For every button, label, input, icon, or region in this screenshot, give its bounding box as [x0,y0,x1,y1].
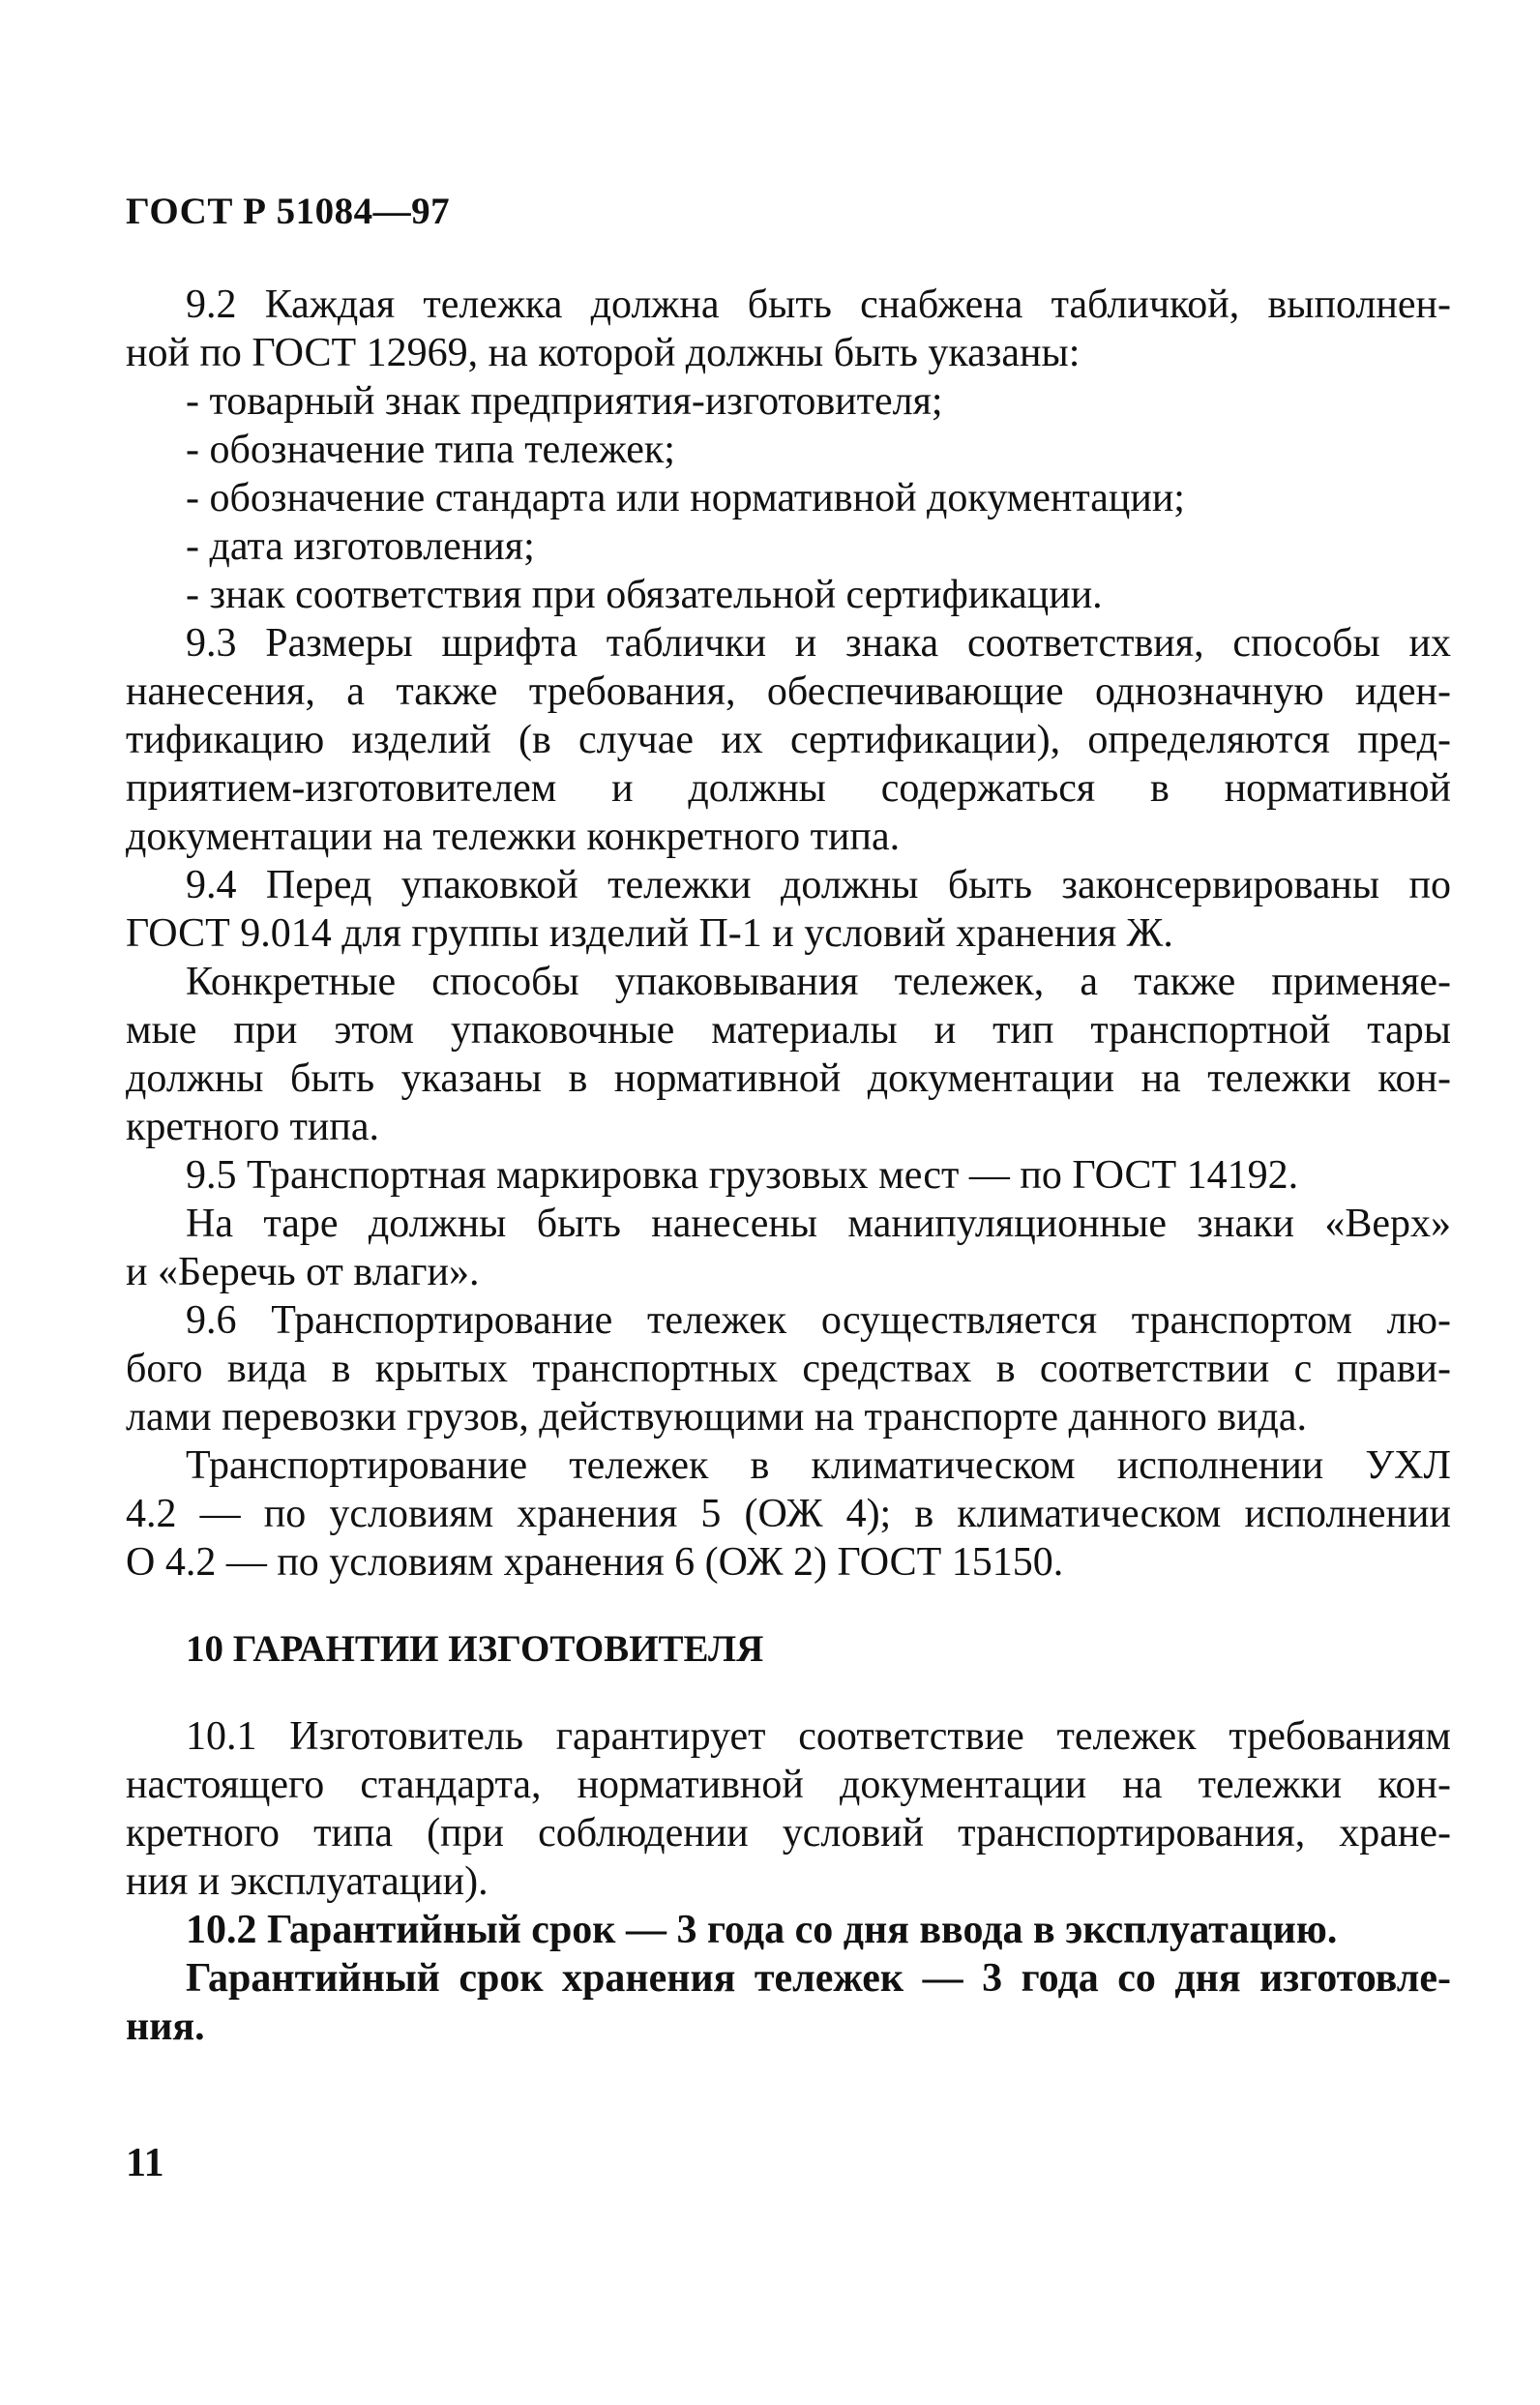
paragraph-9-6-continued-line: 4.2 — по условиям хранения 5 (ОЖ 4); в климатическом исполнении [126,1492,1451,1536]
paragraph-9-6-line: бого вида в крытых транспортных средствах в соответствии с прави- [126,1347,1451,1391]
list-item: - знак соответствия при обязательной сертификации. [186,573,1103,617]
paragraph-9-2-line: 9.2 Каждая тележка должна быть снабжена табличкой, выполнен- [186,282,1451,327]
document-header: ГОСТ Р 51084—97 [126,191,451,232]
document-body [126,281,1451,2051]
list-item: - обозначение типа тележек; [186,428,675,472]
paragraph-10-2-continued-line: ния. [126,2004,205,2049]
section-spacer [126,1674,1451,1712]
section-title: 10 ГАРАНТИИ ИЗГОТОВИТЕЛЯ [186,1628,764,1670]
paragraph-10-2-line: 10.2 Гарантийный срок — 3 года со дня ввода в эксплуатацию. [186,1908,1338,1952]
paragraph-10-1-line: 10.1 Изготовитель гарантирует соответствие тележек требованиям [186,1714,1451,1759]
paragraph-9-5-continued-line: и «Беречь от влаги». [126,1250,480,1294]
paragraph-10-1-line: настоящего стандарта, нормативной документации на тележки кон- [126,1763,1451,1807]
paragraph-9-2-line: ной по ГОСТ 12969, на которой должны быть указаны: [126,331,1081,375]
paragraph-10-1-line: кретного типа (при соблюдении условий транспортирования, хране- [126,1811,1451,1856]
paragraph-9-5-line: 9.5 Транспортная маркировка грузовых мест — по ГОСТ 14192. [186,1153,1299,1198]
page-number: 11 [126,2141,164,2185]
paragraph-9-4-line: ГОСТ 9.014 для группы изделий П-1 и условий хранения Ж. [126,911,1173,956]
list-item: - обозначение стандарта или нормативной документации; [186,476,1185,520]
paragraph-10-1-line: ния и эксплуатации). [126,1859,489,1904]
paragraph-9-3-line: приятием-изготовителем и должны содержаться в нормативной [126,766,1451,811]
list-item: - дата изготовления; [186,524,535,569]
paragraph-9-6-continued-line: О 4.2 — по условиям хранения 6 (ОЖ 2) ГОСТ 15150. [126,1540,1064,1585]
paragraph-9-4-continued-line: Конкретные способы упаковывания тележек, а также применяе- [186,960,1451,1004]
paragraph-9-5-continued-line: На таре должны быть нанесены манипуляционные знаки «Верх» [186,1202,1451,1246]
paragraph-9-4-continued-line: должны быть указаны в нормативной документации на тележки кон- [126,1056,1451,1101]
paragraph-9-3-line: документации на тележки конкретного типа. [126,815,901,859]
paragraph-9-3-line: 9.3 Размеры шрифта таблички и знака соответствия, способы их [186,621,1451,666]
paragraph-9-6-line: 9.6 Транспортирование тележек осуществляется транспортом лю- [186,1298,1451,1343]
paragraph-9-6-line: лами перевозки грузов, действующими на транспорте данного вида. [126,1395,1308,1440]
paragraph-10-2 [126,1906,1451,2051]
paragraph-10-2-continued-line: Гарантийный срок хранения тележек — 3 года со дня изготовле- [186,1956,1451,2001]
paragraph-9-3-line: нанесения, а также требования, обеспечивающие однозначную иден- [126,669,1451,714]
paragraph-9-4-line: 9.4 Перед упаковкой тележки должны быть законсервированы по [186,863,1451,907]
paragraph-9-4-continued-line: мые при этом упаковочные материалы и тип транспортной тары [126,1008,1451,1053]
paragraph-9-3-line: тификацию изделий (в случае их сертификации), определяются пред- [126,718,1451,762]
paragraph-9-6-continued-line: Транспортирование тележек в климатическом исполнении УХЛ [186,1443,1451,1488]
list-item: - товарный знак предприятия-изготовителя; [186,379,943,424]
section-spacer [126,1587,1451,1625]
paragraph-9-4-continued-line: кретного типа. [126,1105,380,1149]
